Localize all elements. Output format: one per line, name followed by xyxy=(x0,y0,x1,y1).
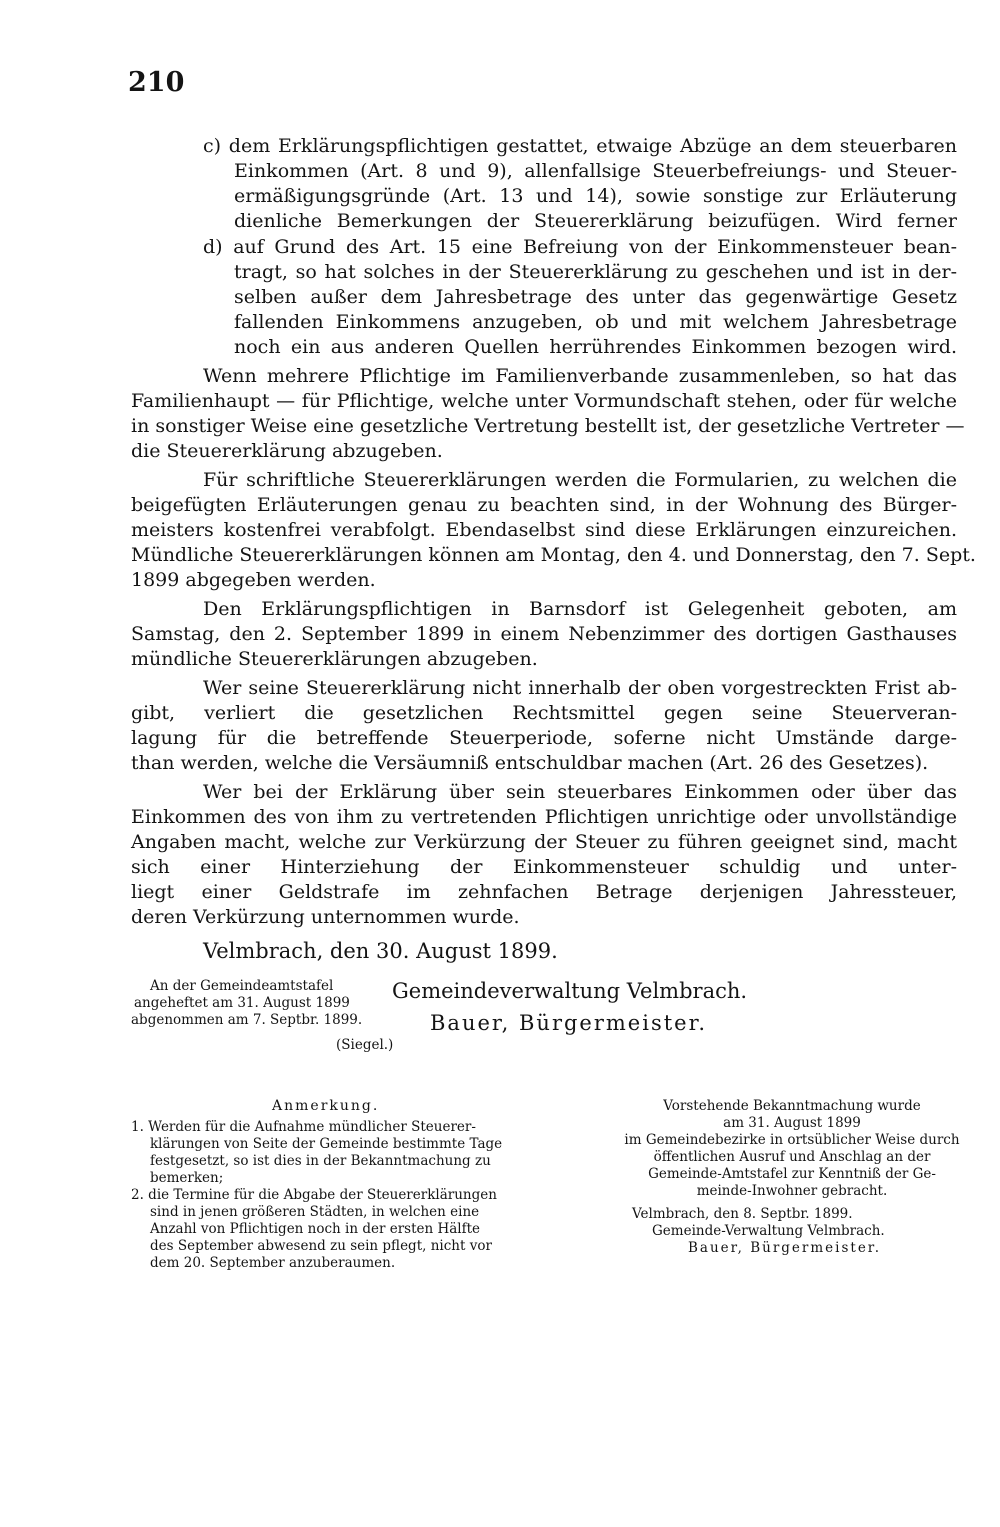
remark-line: des September abwesend zu sein pflegt, nicht vor xyxy=(150,1238,492,1254)
remark-line: festgesetzt, so ist dies in der Bekanntmachung zu xyxy=(150,1153,491,1169)
certification-signatory: Bauer, Bürgermeister. xyxy=(688,1240,882,1256)
item-c-line: Einkommen (Art. 8 und 9), allenfallsige Steuerbefreiungs- und Steuer- xyxy=(234,160,957,182)
certification-line: Vorstehende Bekanntmachung wurde xyxy=(663,1098,921,1114)
remark-line: klärungen von Seite der Gemeinde bestimmte Tage xyxy=(150,1136,503,1152)
posting-note-line: angeheftet am 31. August 1899 xyxy=(134,995,350,1011)
paragraph-line: Familienhaupt — für Pflichtige, welche unter Vormundschaft stehen, oder für welche xyxy=(131,390,957,412)
paragraph-line: gibt, verliert die gesetzlichen Rechtsmittel gegen seine Steuerveran- xyxy=(131,702,957,724)
remark-heading: Anmerkung. xyxy=(272,1098,380,1114)
remark-line: dem 20. September anzuberaumen. xyxy=(150,1255,396,1271)
paragraph-line: lagung für die betreffende Steuerperiode, soferne nicht Umstände darge- xyxy=(131,727,957,749)
paragraph-line: liegt einer Geldstrafe im zehnfachen Betrage derjenigen Jahressteuer, xyxy=(131,881,957,903)
paragraph-line: Für schriftliche Steuererklärungen werden die Formularien, zu welchen die xyxy=(203,469,957,491)
certification xyxy=(612,1098,972,1257)
posting-note-line: An der Gemeindeamtstafel xyxy=(150,978,334,994)
remark-line: 2. die Termine für die Abgabe der Steuererklärungen xyxy=(131,1187,497,1203)
paragraph-line: Angaben macht, welche zur Verkürzung der Steuer zu führen geeignet sind, macht xyxy=(131,831,957,853)
remark-line: 1. Werden für die Aufnahme mündlicher Steuerer- xyxy=(131,1119,476,1135)
paragraph-line: Mündliche Steuererklärungen können am Montag, den 4. und Donnerstag, den 7. Sept. xyxy=(131,544,976,566)
certification-line: Gemeinde-Amtstafel zur Kenntniß der Ge- xyxy=(648,1166,936,1182)
item-d-line: tragt, so hat solches in der Steuererklärung zu geschehen und ist in der- xyxy=(234,261,957,283)
paragraph-line: Wer bei der Erklärung über sein steuerbares Einkommen oder über das xyxy=(203,781,957,803)
item-c-line: c) dem Erklärungspflichtigen gestattet, etwaige Abzüge an dem steuerbaren xyxy=(203,135,957,157)
remark-line: bemerken; xyxy=(150,1170,224,1186)
remark-line: Anzahl von Pflichtigen noch in der ersten Hälfte xyxy=(150,1221,481,1237)
posting-note-line: abgenommen am 7. Septbr. 1899. xyxy=(131,1012,363,1028)
certification-line: öffentlichen Ausruf und Anschlag an der xyxy=(653,1149,931,1165)
certification-line: meinde-Inwohner gebracht. xyxy=(696,1183,888,1199)
certification-line: im Gemeindebezirke in ortsüblicher Weise durch xyxy=(624,1132,960,1148)
paragraph-line: beigefügten Erläuterungen genau zu beachten sind, in der Wohnung des Bürger- xyxy=(131,494,957,516)
signatory: Bauer, Bürgermeister. xyxy=(430,1011,707,1035)
paragraph-line: 1899 abgegeben werden. xyxy=(131,569,376,591)
certification-date: Velmbrach, den 8. Septbr. 1899. xyxy=(632,1206,853,1222)
item-c-line: dienliche Bemerkungen der Steuererklärung beizufügen. Wird ferner xyxy=(234,210,957,232)
item-d-line: selben außer dem Jahresbetrage des unter das gegenwärtige Gesetz xyxy=(234,286,957,308)
paragraph-line: meisters kostenfrei verabfolgt. Ebendaselbst sind diese Erklärungen einzureichen. xyxy=(131,519,957,541)
certification-line: am 31. August 1899 xyxy=(723,1115,861,1131)
paragraph-line: Wenn mehrere Pflichtige im Familienverbande zusammenleben, so hat das xyxy=(203,365,957,387)
paragraph-line: in sonstiger Weise eine gesetzliche Vertretung bestellt ist, der gesetzliche Vertreter — xyxy=(131,415,965,437)
paragraph-line: than werden, welche die Versäumniß entschuldbar machen (Art. 26 des Gesetzes). xyxy=(131,752,929,774)
paragraph-line: Wer seine Steuererklärung nicht innerhalb der oben vorgestreckten Frist ab- xyxy=(203,677,957,699)
paragraph-line: mündliche Steuererklärungen abzugeben. xyxy=(131,648,538,670)
paragraph-line: Den Erklärungspflichtigen in Barnsdorf ist Gelegenheit geboten, am xyxy=(203,598,957,620)
item-d-line: d) auf Grund des Art. 15 eine Befreiung von der Einkommensteuer bean- xyxy=(203,236,957,258)
paragraph-line: Samstag, den 2. September 1899 in einem Nebenzimmer des dortigen Gasthauses xyxy=(131,623,957,645)
item-c-line: ermäßigungsgründe (Art. 13 und 14), sowie sonstige zur Erläuterung xyxy=(234,185,957,207)
paragraph-line: sich einer Hinterziehung der Einkommensteuer schuldig und unter- xyxy=(131,856,957,878)
paragraph-line: Einkommen des von ihm zu vertretenden Pflichtigen unrichtige oder unvollständige xyxy=(131,806,957,828)
certification-authority: Gemeinde-Verwaltung Velmbrach. xyxy=(652,1223,885,1239)
authority: Gemeindeverwaltung Velmbrach. xyxy=(392,979,748,1003)
item-d-line: fallenden Einkommens anzugeben, ob und mit welchem Jahresbetrage xyxy=(234,311,957,333)
page-number: 210 xyxy=(128,67,185,98)
item-d-line: noch ein aus anderen Quellen herrührendes Einkommen bezogen wird. xyxy=(234,336,957,358)
remark-line: sind in jenen größeren Städten, in welchen eine xyxy=(150,1204,480,1220)
paragraph-line: die Steuererklärung abzugeben. xyxy=(131,440,443,462)
seal: (Siegel.) xyxy=(336,1037,394,1053)
dateline: Velmbrach, den 30. August 1899. xyxy=(203,939,558,963)
paragraph-line: deren Verkürzung unternommen wurde. xyxy=(131,906,520,928)
